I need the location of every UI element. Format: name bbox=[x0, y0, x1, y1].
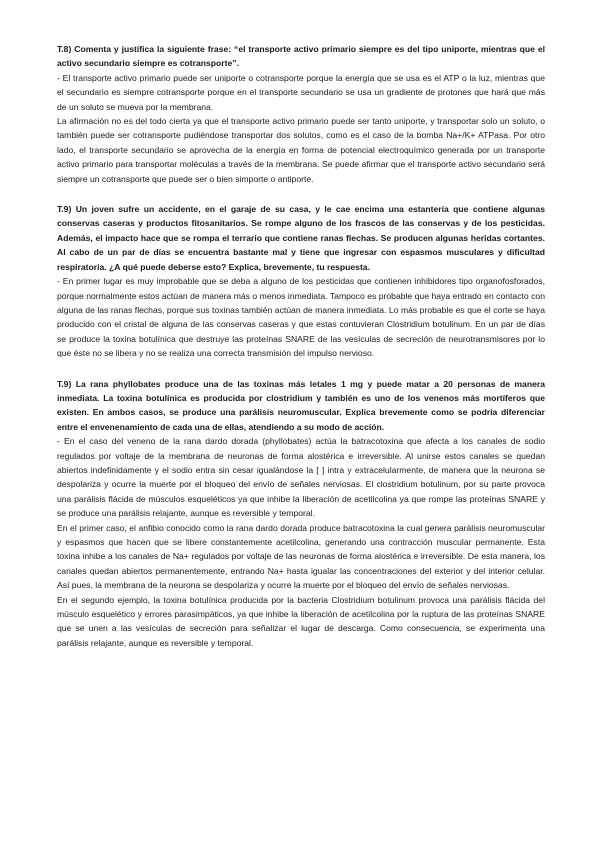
answer-paragraph: En el segundo ejemplo, la toxina botulínica producida por la bacteria Clostridium botulinum provoca una parálisis flácida del músculo esquelético y errores parasimpáticos, ya que inhibe la liberación de acetilcolina por la ruptura de las proteínas SNARE que se unen a las vesículas de secreción para señalizar el lugar de descarga. Como consecuencia, se experimenta una parálisis relajante, aunque es reversible y temporal. bbox=[57, 594, 545, 648]
question-text: T.9) Un joven sufre un accidente, en el garaje de su casa, y le cae encima una estantería que contiene algunas conservas caseras y productos fitosanitarios. Se rompe alguno de los frascos de las conservas y de los pesticidas. Además, el impacto hace que se rompa el terrario que contiene ranas flechas. Se producen algunas heridas cortantes. Al cabo de un par de días se encuentra bastante mal y tiene que ingresar con espasmos musculares y dificultad respiratoria. ¿A qué puede deberse esto? Explica, brevemente, tu respuesta. bbox=[57, 204, 545, 272]
question-t9-accident bbox=[57, 202, 545, 360]
question-t9-toxins bbox=[57, 377, 545, 651]
question-t8 bbox=[57, 42, 545, 186]
answer-paragraph: - En el caso del veneno de la rana dardo dorada (phyllobates) actúa la batracotoxina que afecta a los canales de sodio regulados por voltaje de la membrana de neuronas de forma alostérica e irreversible. Al unirse estos canales se quedan abiertos indefinidamente y el sodio entra sin cesar igualándose la [ ] intra y extracelularmente, de manera que la neurona se despolariza y ocurre la muerte por el bloqueo del envío de señales nerviosas. El clostridium botulinum, por su parte provoca una parálisis flácida de músculos esqueléticos ya que inhibe la liberación de acetilcolina ya que rompe las proteínas SNARE y se produce una parálisis relajante, aunque es reversible y temporal. bbox=[57, 436, 545, 519]
answer-paragraph: En el primer caso, el anfibio conocido como la rana dardo dorada produce batracotoxina la cual genera parálisis neuromuscular y espasmos que hacen que se libere constantemente acetilcolina, generando una contracción muscular permanente. Esta toxina inhibe a los canales de Na+ regulados por voltaje de las neuronas de forma alostérica e irreversible. De esta manera, los canales quedan abiertos permanentemente, entrando Na+ hasta igualar las concentraciones del exterior y del interior celular. Así pues, la membrana de la neurona se despolariza y ocurre la muerte por el bloqueo del envío de señales nerviosas. bbox=[57, 522, 545, 591]
question-text: T.8) Comenta y justifica la siguiente frase: “el transporte activo primario siempre es del tipo uniporte, mientras que el activo secundario siempre es cotransporte”. bbox=[57, 44, 545, 69]
question-text: T.9) La rana phyllobates produce una de las toxinas más letales 1 mg y puede matar a 20 personas de manera inmediata. La toxina botulínica es producida por clostridium y también es uno de los venenos más mortíferos que existen. En ambos casos, se produce una parálisis neuromuscular. Explica brevemente como se podría diferenciar entre el envenenamiento de cada una de ellas, atendiendo a su modo de acción. bbox=[57, 378, 545, 432]
answer-paragraph: - En primer lugar es muy improbable que se deba a alguno de los pesticidas que contienen inhibidores tipo organofosforados, porque normalmente estos actúan de manera más o menos inmediata. Tampoco es probable que haya entrado en contacto con alguna de las ranas flechas, porque sus toxinas también actúan de manera inmediata. Lo más probable es que el corte se haya producido con el cristal de alguna de las conservas caseras y que estas contuvieran Clostridium botulinum. En un par de días se produce la toxina botulínica que destruye las proteínas SNARE de las vesículas de secreción de neurotransmisores por lo que éste no se libera y no se realiza una correcta transmisión del impulso nervioso. bbox=[57, 276, 545, 359]
answer-paragraph: La afirmación no es del todo cierta ya que el transporte activo primario puede ser tanto uniporte, y transportar solo un soluto, o también puede ser cotransporte pudiéndose transportar dos solutos, como es el caso de la bomba Na+/K+ ATPasa. Por otro lado, el transporte secundario se aprovecha de la energía en forma de potencial electroquímico generada por un transporte activo primario para transportar moléculas a través de la membrana. Se puede afirmar que el transporte activo secundario será siempre un cotransporte que puede ser o bien simporte o antiporte. bbox=[57, 116, 545, 184]
answer-paragraph: - El transporte activo primario puede ser uniporte o cotransporte porque la energía que se usa es el ATP o la luz, mientras que el secundario es siempre cotransporte porque en el transporte secundario se usa un gradiente de protones que hará que más de un soluto se mueva por la membrana. bbox=[57, 72, 545, 112]
document-page bbox=[57, 42, 545, 666]
